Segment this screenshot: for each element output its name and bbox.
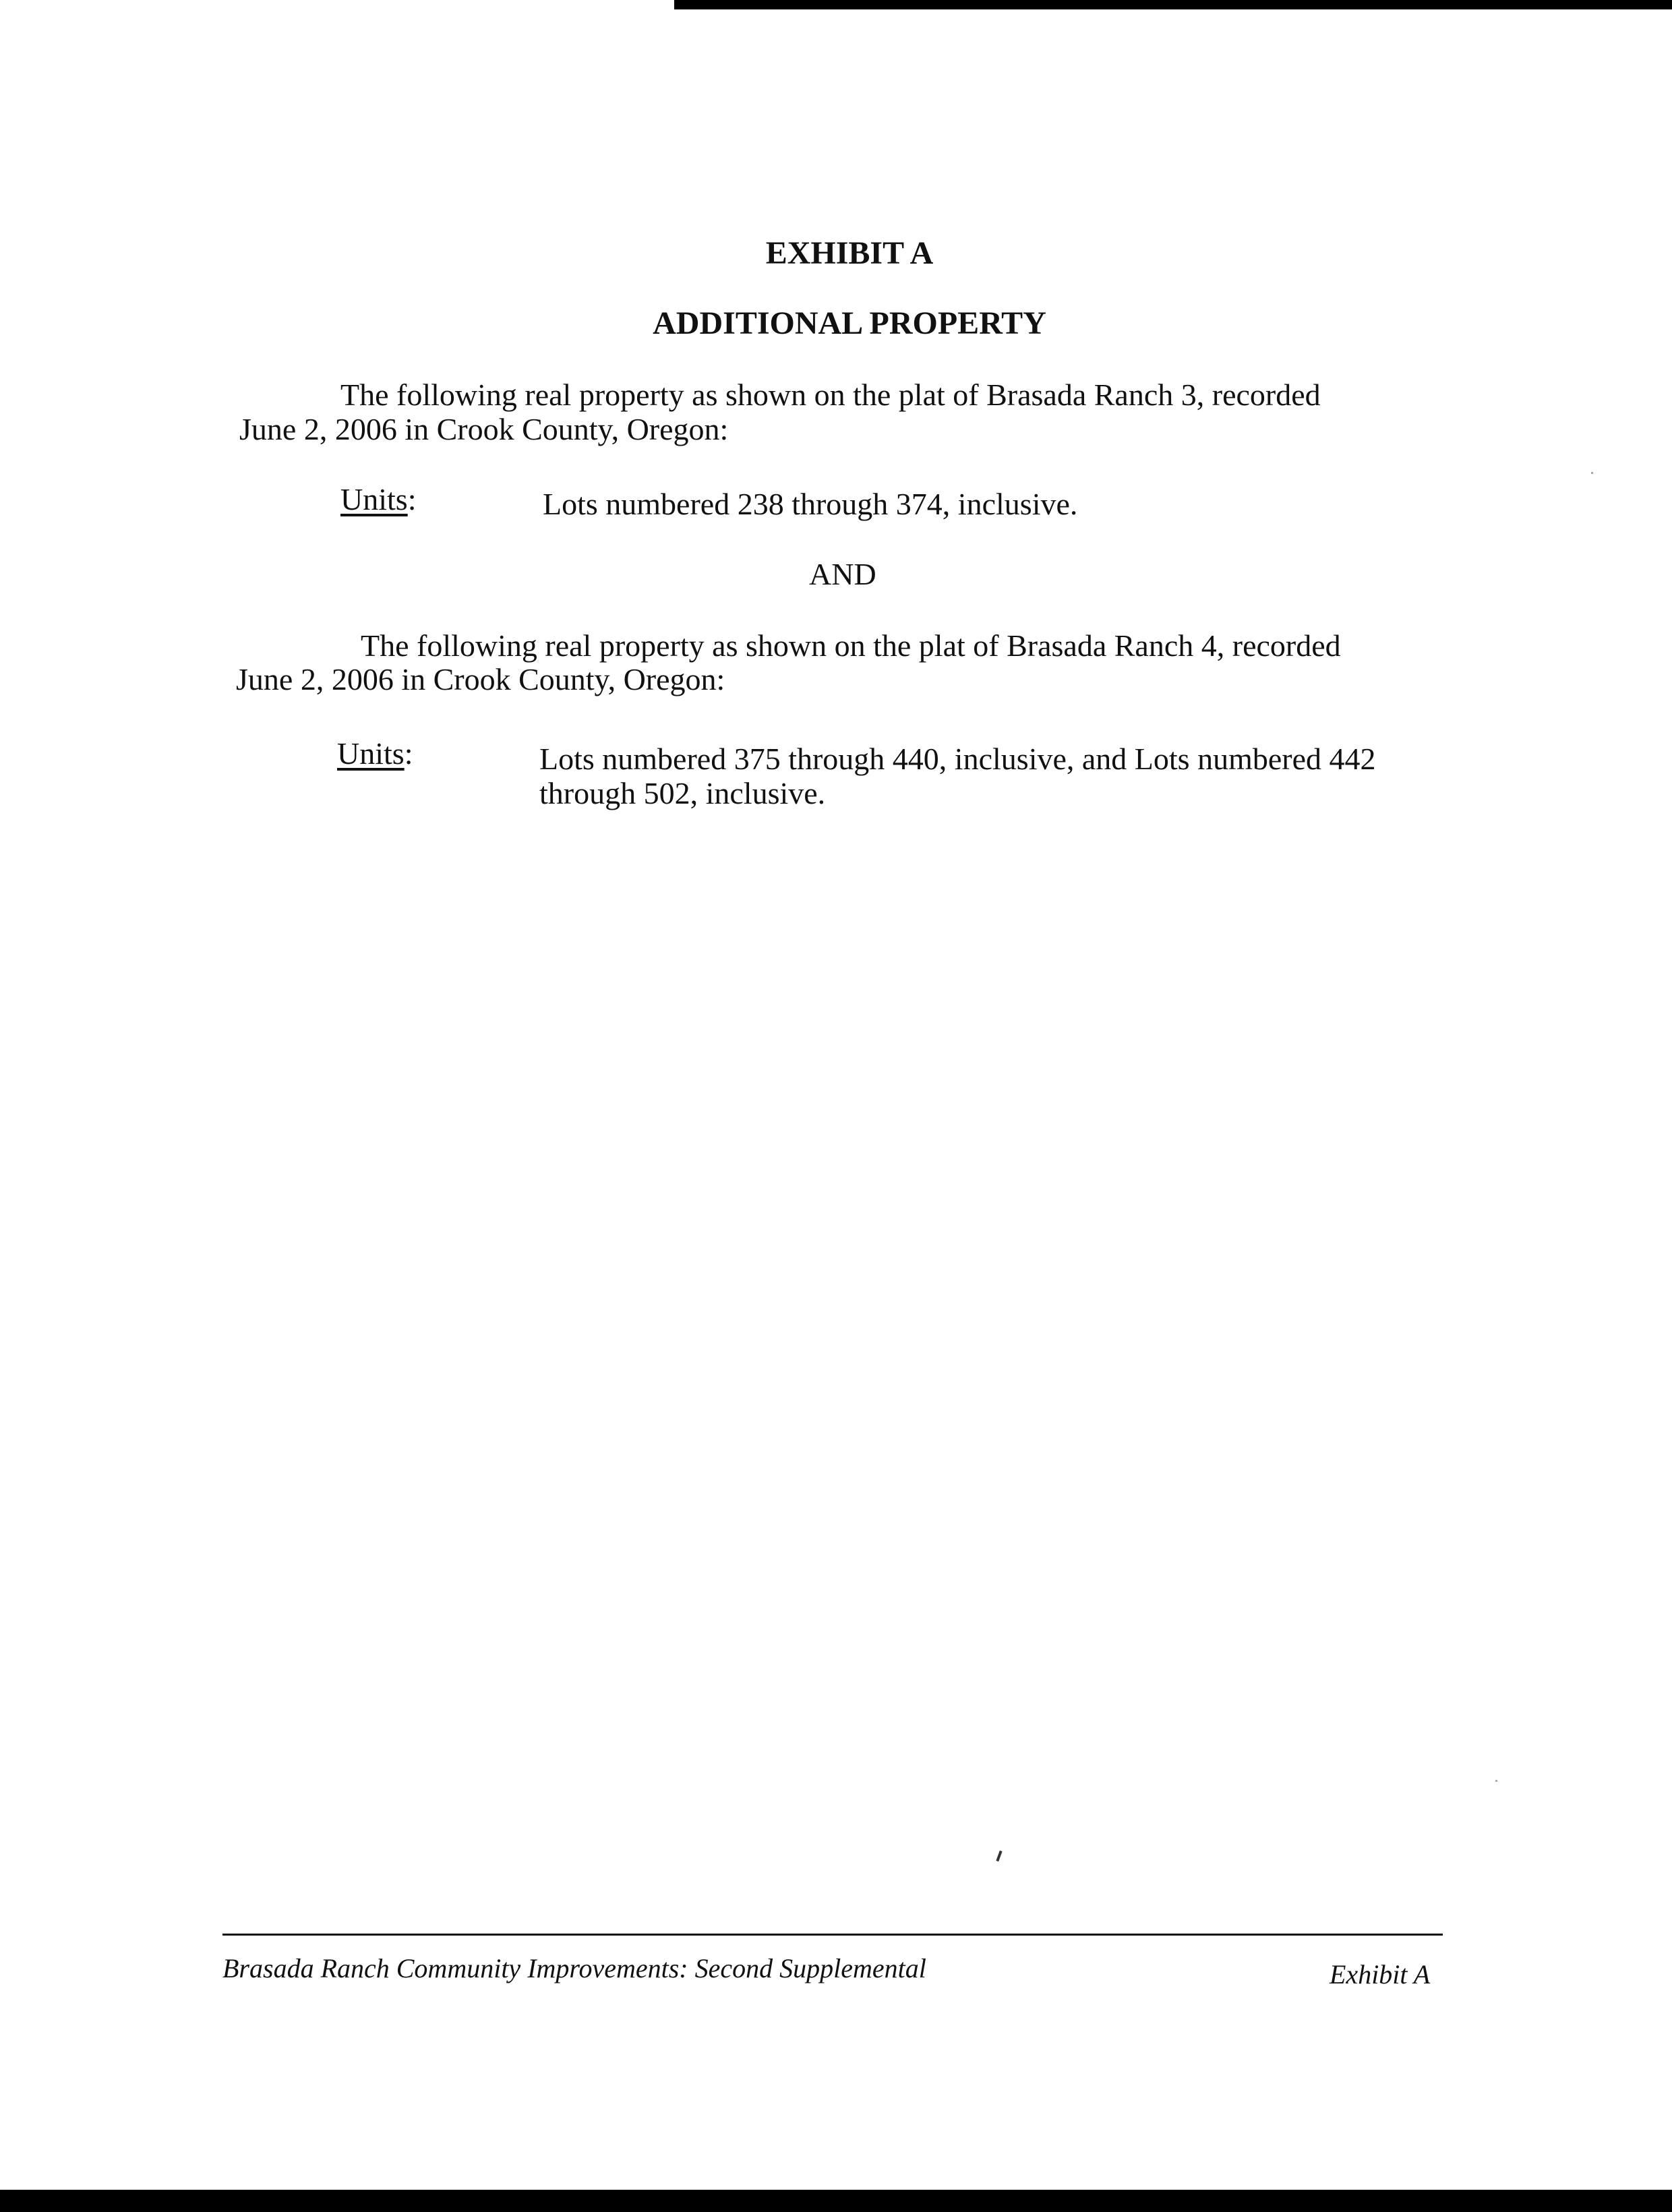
units-label-2: [337, 736, 413, 771]
section-heading: ADDITIONAL PROPERTY: [653, 305, 1046, 341]
units-label-2-colon: :: [404, 736, 413, 771]
scan-border-top: [674, 0, 1672, 9]
property-description-2-line-1: The following real property as shown on the plat of Brasada Ranch 4, recorded: [361, 628, 1341, 663]
units-label-1: [340, 482, 416, 517]
property-description-1-line-2: June 2, 2006 in Crook County, Oregon:: [239, 412, 729, 446]
property-description-2-line-2: June 2, 2006 in Crook County, Oregon:: [236, 662, 725, 696]
units-label-1-colon: :: [407, 482, 417, 516]
units-text-2-line-1: Lots numbered 375 through 440, inclusive, and Lots numbered 442: [539, 742, 1376, 776]
scan-border-bottom: [0, 2190, 1672, 2212]
property-description-1-line-1: The following real property as shown on the plat of Brasada Ranch 3, recorded: [340, 378, 1321, 412]
units-label-2-text: Units: [337, 736, 405, 771]
units-text-1: Lots numbered 238 through 374, inclusive.: [543, 487, 1078, 521]
footer-document-title: Brasada Ranch Community Improvements: Second Supplemental: [222, 1953, 926, 1983]
scan-artifact-dot: [1495, 1780, 1497, 1782]
footer-divider: [222, 1934, 1443, 1936]
and-separator: AND: [809, 557, 876, 591]
units-text-2-line-2: through 502, inclusive.: [539, 776, 826, 810]
exhibit-title: EXHIBIT A: [765, 235, 934, 271]
scan-artifact-dot: [1591, 472, 1593, 474]
units-label-1-text: Units: [340, 482, 408, 516]
scan-artifact-mark: [996, 1851, 1002, 1861]
footer-exhibit-label: Exhibit A: [1330, 1959, 1431, 1990]
